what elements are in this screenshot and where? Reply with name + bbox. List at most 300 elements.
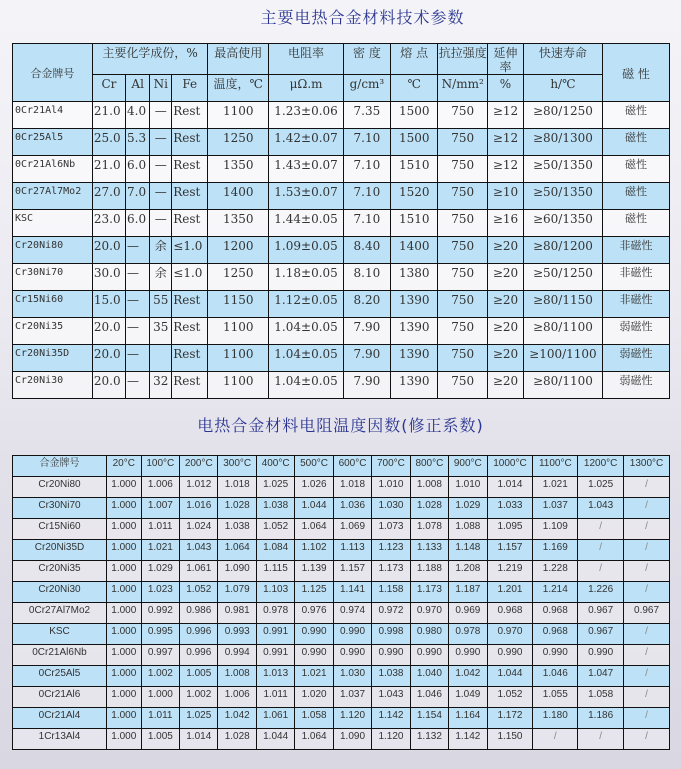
table2-header-row <box>13 456 670 477</box>
cell-factor: 1.046 <box>533 666 578 687</box>
cell-fe: Rest <box>172 183 208 210</box>
cell-factor: 1.173 <box>410 582 448 603</box>
cell-factor: 1.000 <box>107 519 142 540</box>
header-temperature: 700°C <box>372 456 410 477</box>
table2-row <box>13 519 670 540</box>
cell-ni <box>150 345 172 372</box>
cell-alloy: Cr15Ni60 <box>13 291 93 318</box>
header-elongation-unit: % <box>488 75 524 102</box>
cell-factor: 1.018 <box>333 477 371 498</box>
cell-factor: 1.044 <box>295 498 333 519</box>
cell-factor: 1.113 <box>333 540 371 561</box>
header-elongation: 延伸率 <box>488 44 524 75</box>
cell-tensile: 750 <box>438 210 488 237</box>
cell-fe: Rest <box>172 210 208 237</box>
cell-factor: 1.061 <box>256 708 294 729</box>
cell-factor: 1.133 <box>410 540 448 561</box>
cell-factor: 0.998 <box>372 624 410 645</box>
header-max-temp: 最高使用 <box>208 44 269 75</box>
cell-factor: 1.046 <box>410 687 448 708</box>
table2-title: 电热合金材料电阻温度因数(修正系数) <box>197 416 484 435</box>
table2-row <box>13 582 670 603</box>
cell-factor: 0.990 <box>295 624 333 645</box>
cell-factor: 1.020 <box>295 687 333 708</box>
cell-factor: 1.042 <box>449 666 487 687</box>
cell-factor: / <box>624 708 670 729</box>
cell-elongation: ≥20 <box>488 264 524 291</box>
cell-melting: 1400 <box>391 237 438 264</box>
cell-factor: 1.188 <box>410 561 448 582</box>
cell-factor: 0.990 <box>578 645 624 666</box>
cell-factor: 1.064 <box>218 540 256 561</box>
cell-factor: 1.043 <box>180 540 218 561</box>
cell-elongation: ≥20 <box>488 237 524 264</box>
header-temperature: 100°C <box>141 456 179 477</box>
cell-alloy: Cr20Ni30 <box>13 582 107 603</box>
cell-resistivity: 1.44±0.05 <box>269 210 343 237</box>
cell-al: — <box>126 264 150 291</box>
cell-factor: 1.084 <box>256 540 294 561</box>
header-temperature: 1100°C <box>533 456 578 477</box>
cell-tensile: 750 <box>438 264 488 291</box>
cell-factor: 1.102 <box>295 540 333 561</box>
cell-max-temp: 1200 <box>208 237 269 264</box>
cell-factor: 1.148 <box>449 540 487 561</box>
cell-al: — <box>126 372 150 399</box>
cell-factor: 1.000 <box>107 498 142 519</box>
cell-density: 7.35 <box>343 102 390 129</box>
header-temperature: 400°C <box>256 456 294 477</box>
cell-elongation: ≥20 <box>488 291 524 318</box>
cell-factor: 1.038 <box>372 666 410 687</box>
cell-ni: 余 <box>150 237 172 264</box>
cell-al: — <box>126 318 150 345</box>
header-life: 快速寿命 <box>523 44 602 75</box>
cell-factor: 1.013 <box>256 666 294 687</box>
cell-factor: 1.016 <box>180 498 218 519</box>
cell-factor: 1.219 <box>487 561 533 582</box>
cell-al: 4.0 <box>126 102 150 129</box>
cell-max-temp: 1150 <box>208 291 269 318</box>
cell-factor: 1.028 <box>218 729 256 750</box>
cell-factor: 0.994 <box>218 645 256 666</box>
table2-row <box>13 540 670 561</box>
cell-alloy: Cr20Ni35D <box>13 345 93 372</box>
cell-factor: 1.141 <box>333 582 371 603</box>
cell-factor: / <box>624 666 670 687</box>
cell-melting: 1390 <box>391 345 438 372</box>
cell-factor: 1.025 <box>578 477 624 498</box>
header-al: Al <box>126 75 150 102</box>
cell-ni: 余 <box>150 264 172 291</box>
header-temperature: 1200°C <box>578 456 624 477</box>
cell-factor: 1.115 <box>256 561 294 582</box>
cell-al: 5.3 <box>126 129 150 156</box>
cell-ni: — <box>150 102 172 129</box>
cell-factor: 1.037 <box>333 687 371 708</box>
cell-factor: 1.120 <box>333 708 371 729</box>
cell-density: 7.90 <box>343 345 390 372</box>
table2-row <box>13 603 670 624</box>
cell-alloy: 0Cr27Al7Mo2 <box>13 183 93 210</box>
cell-factor: 0.969 <box>449 603 487 624</box>
cell-density: 7.10 <box>343 156 390 183</box>
cell-factor: 1.008 <box>218 666 256 687</box>
cell-elongation: ≥20 <box>488 372 524 399</box>
cell-density: 7.90 <box>343 318 390 345</box>
header-alloy: 合金牌号 <box>13 44 93 102</box>
cell-factor: 1.005 <box>180 666 218 687</box>
cell-alloy: Cr20Ni80 <box>13 237 93 264</box>
cell-factor: 0.991 <box>256 645 294 666</box>
cell-elongation: ≥12 <box>488 156 524 183</box>
cell-factor: 0.986 <box>180 603 218 624</box>
table2-row <box>13 624 670 645</box>
cell-alloy: 0Cr21Al4 <box>13 102 93 129</box>
header-alloy: 合金牌号 <box>13 456 107 477</box>
cell-cr: 21.0 <box>92 102 125 129</box>
cell-factor: / <box>624 477 670 498</box>
cell-factor: 1.037 <box>533 498 578 519</box>
cell-factor: / <box>624 645 670 666</box>
cell-cr: 20.0 <box>92 237 125 264</box>
cell-tensile: 750 <box>438 345 488 372</box>
header-tensile-unit: N/mm² <box>438 75 488 102</box>
cell-factor: 0.990 <box>487 645 533 666</box>
cell-elongation: ≥16 <box>488 210 524 237</box>
header-temperature: 20°C <box>107 456 142 477</box>
cell-fe: Rest <box>172 372 208 399</box>
cell-factor: 1.125 <box>295 582 333 603</box>
cell-factor: 1.058 <box>578 687 624 708</box>
cell-factor: 0.968 <box>533 624 578 645</box>
cell-factor: 1.040 <box>410 666 448 687</box>
cell-life: ≥80/1300 <box>523 129 602 156</box>
cell-density: 8.40 <box>343 237 390 264</box>
cell-alloy: KSC <box>13 624 107 645</box>
cell-factor: 0.991 <box>256 624 294 645</box>
cell-alloy: 0Cr21Al4 <box>13 708 107 729</box>
header-temperature: 1000°C <box>487 456 533 477</box>
header-composition: 主要化学成份，% <box>92 44 207 75</box>
cell-cr: 25.0 <box>92 129 125 156</box>
cell-alloy: Cr20Ni80 <box>13 477 107 498</box>
cell-factor: 0.997 <box>141 645 179 666</box>
table2-row <box>13 666 670 687</box>
table2-row <box>13 498 670 519</box>
cell-magnetic: 磁性 <box>602 129 669 156</box>
cell-factor: 1.007 <box>141 498 179 519</box>
cell-cr: 23.0 <box>92 210 125 237</box>
alloy-specs-table <box>12 43 670 399</box>
table2-row <box>13 561 670 582</box>
cell-factor: 1.038 <box>256 498 294 519</box>
header-resistivity-unit: μΩ.m <box>269 75 343 102</box>
cell-resistivity: 1.09±0.05 <box>269 237 343 264</box>
cell-density: 7.10 <box>343 210 390 237</box>
cell-factor: 0.968 <box>487 603 533 624</box>
cell-factor: 1.000 <box>107 561 142 582</box>
cell-factor: 1.201 <box>487 582 533 603</box>
table1-row <box>13 102 670 129</box>
table1-row <box>13 183 670 210</box>
cell-cr: 21.0 <box>92 156 125 183</box>
cell-factor: 1.030 <box>372 498 410 519</box>
header-temperature: 1300°C <box>624 456 670 477</box>
cell-max-temp: 1100 <box>208 372 269 399</box>
cell-max-temp: 1250 <box>208 129 269 156</box>
cell-resistivity: 1.18±0.05 <box>269 264 343 291</box>
table2-row <box>13 645 670 666</box>
cell-factor: / <box>624 519 670 540</box>
cell-life: ≥80/1100 <box>523 372 602 399</box>
cell-magnetic: 非磁性 <box>602 291 669 318</box>
cell-magnetic: 磁性 <box>602 210 669 237</box>
cell-factor: 0.990 <box>449 645 487 666</box>
cell-factor: 1.006 <box>218 687 256 708</box>
header-melting: 熔 点 <box>391 44 438 75</box>
table2-row <box>13 729 670 750</box>
cell-factor: 0.990 <box>295 645 333 666</box>
cell-factor: 0.972 <box>372 603 410 624</box>
cell-factor: 1.010 <box>449 477 487 498</box>
cell-alloy: 0Cr21Al6Nb <box>13 156 93 183</box>
cell-factor: 1.036 <box>333 498 371 519</box>
header-temperature: 200°C <box>180 456 218 477</box>
cell-tensile: 750 <box>438 183 488 210</box>
cell-life: ≥80/1200 <box>523 237 602 264</box>
cell-factor: / <box>578 519 624 540</box>
cell-al: 6.0 <box>126 156 150 183</box>
cell-magnetic: 磁性 <box>602 156 669 183</box>
cell-factor: 0.976 <box>295 603 333 624</box>
header-density: 密 度 <box>343 44 390 75</box>
cell-life: ≥80/1150 <box>523 291 602 318</box>
cell-factor: 0.967 <box>624 603 670 624</box>
cell-life: ≥100/1100 <box>523 345 602 372</box>
cell-tensile: 750 <box>438 156 488 183</box>
cell-life: ≥50/1350 <box>523 183 602 210</box>
cell-factor: 0.990 <box>410 645 448 666</box>
cell-factor: 1.000 <box>107 666 142 687</box>
cell-factor: / <box>578 561 624 582</box>
header-resistivity: 电阻率 <box>269 44 343 75</box>
cell-al: — <box>126 237 150 264</box>
cell-elongation: ≥10 <box>488 183 524 210</box>
cell-factor: 1.150 <box>487 729 533 750</box>
cell-max-temp: 1250 <box>208 264 269 291</box>
cell-factor: 1.043 <box>578 498 624 519</box>
cell-factor: 1.002 <box>141 666 179 687</box>
header-density-unit: g/cm³ <box>343 75 390 102</box>
cell-factor: 1.028 <box>410 498 448 519</box>
cell-cr: 20.0 <box>92 318 125 345</box>
cell-al: — <box>126 345 150 372</box>
cell-factor: 1.157 <box>487 540 533 561</box>
cell-factor: 1.157 <box>333 561 371 582</box>
cell-resistivity: 1.42±0.07 <box>269 129 343 156</box>
header-temperature: 800°C <box>410 456 448 477</box>
cell-factor: 1.061 <box>180 561 218 582</box>
cell-factor: 1.214 <box>533 582 578 603</box>
cell-factor: 1.120 <box>372 729 410 750</box>
cell-alloy: Cr30Ni70 <box>13 498 107 519</box>
table1-row <box>13 129 670 156</box>
cell-factor: / <box>578 540 624 561</box>
cell-factor: 0.967 <box>578 603 624 624</box>
cell-fe: Rest <box>172 318 208 345</box>
cell-tensile: 750 <box>438 237 488 264</box>
cell-melting: 1390 <box>391 318 438 345</box>
cell-factor: 1.000 <box>107 603 142 624</box>
cell-factor: 1.090 <box>333 729 371 750</box>
cell-alloy: Cr20Ni30 <box>13 372 93 399</box>
table2-row <box>13 708 670 729</box>
cell-melting: 1390 <box>391 372 438 399</box>
cell-factor: 0.990 <box>533 645 578 666</box>
cell-magnetic: 磁性 <box>602 102 669 129</box>
cell-alloy: 0Cr25Al5 <box>13 129 93 156</box>
cell-alloy: 0Cr25Al5 <box>13 666 107 687</box>
cell-fe: Rest <box>172 291 208 318</box>
cell-resistivity: 1.04±0.05 <box>269 318 343 345</box>
cell-factor: 1.103 <box>256 582 294 603</box>
cell-factor: 1.123 <box>372 540 410 561</box>
cell-melting: 1520 <box>391 183 438 210</box>
cell-factor: 0.981 <box>218 603 256 624</box>
table1-row <box>13 318 670 345</box>
cell-factor: / <box>624 540 670 561</box>
cell-factor: 1.038 <box>218 519 256 540</box>
cell-factor: 0.980 <box>410 624 448 645</box>
cell-factor: 1.088 <box>449 519 487 540</box>
cell-melting: 1380 <box>391 264 438 291</box>
cell-factor: 1.029 <box>141 561 179 582</box>
cell-factor: 1.173 <box>372 561 410 582</box>
cell-elongation: ≥20 <box>488 345 524 372</box>
cell-fe: Rest <box>172 156 208 183</box>
cell-factor: 1.023 <box>141 582 179 603</box>
header-melting-unit: ℃ <box>391 75 438 102</box>
cell-elongation: ≥12 <box>488 129 524 156</box>
cell-al: 7.0 <box>126 183 150 210</box>
cell-density: 8.10 <box>343 264 390 291</box>
cell-factor: 1.000 <box>107 708 142 729</box>
cell-factor: 1.000 <box>107 477 142 498</box>
cell-factor: 1.064 <box>295 519 333 540</box>
cell-al: 6.0 <box>126 210 150 237</box>
cell-factor: 0.970 <box>487 624 533 645</box>
table1-row <box>13 210 670 237</box>
cell-factor: 1.011 <box>141 708 179 729</box>
header-temperature: 500°C <box>295 456 333 477</box>
cell-magnetic: 磁性 <box>602 183 669 210</box>
cell-density: 8.20 <box>343 291 390 318</box>
table1-row <box>13 264 670 291</box>
cell-factor: 1.033 <box>487 498 533 519</box>
cell-factor: 1.069 <box>333 519 371 540</box>
cell-factor: 1.042 <box>218 708 256 729</box>
cell-factor: 1.025 <box>256 477 294 498</box>
table1-title: 主要电热合金材料技术参数 <box>260 8 465 27</box>
cell-life: ≥50/1250 <box>523 264 602 291</box>
cell-factor: / <box>624 624 670 645</box>
cell-resistivity: 1.53±0.07 <box>269 183 343 210</box>
cell-alloy: Cr20Ni35 <box>13 561 107 582</box>
cell-factor: 1.000 <box>107 729 142 750</box>
cell-ni: 35 <box>150 318 172 345</box>
cell-factor: 1.226 <box>578 582 624 603</box>
cell-factor: 0.990 <box>372 645 410 666</box>
table1-row <box>13 291 670 318</box>
header-temperature: 300°C <box>218 456 256 477</box>
cell-factor: 0.992 <box>141 603 179 624</box>
cell-tensile: 750 <box>438 318 488 345</box>
cell-cr: 20.0 <box>92 345 125 372</box>
header-fe: Fe <box>172 75 208 102</box>
cell-factor: / <box>624 729 670 750</box>
cell-elongation: ≥20 <box>488 318 524 345</box>
cell-factor: 1.000 <box>107 582 142 603</box>
cell-tensile: 750 <box>438 129 488 156</box>
cell-factor: 1.006 <box>141 477 179 498</box>
cell-factor: 1.049 <box>449 687 487 708</box>
cell-factor: 1.052 <box>487 687 533 708</box>
table1-row <box>13 372 670 399</box>
cell-factor: 0.978 <box>256 603 294 624</box>
cell-factor: 1.187 <box>449 582 487 603</box>
cell-factor: 1.044 <box>487 666 533 687</box>
cell-factor: 1.090 <box>218 561 256 582</box>
cell-factor: 1.132 <box>410 729 448 750</box>
table1-header-row-2 <box>13 75 670 102</box>
cell-factor: 0.970 <box>410 603 448 624</box>
cell-alloy: 0Cr27Al7Mo2 <box>13 603 107 624</box>
cell-factor: 1.228 <box>533 561 578 582</box>
cell-factor: 0.978 <box>449 624 487 645</box>
header-life-unit: h/℃ <box>523 75 602 102</box>
cell-resistivity: 1.04±0.05 <box>269 372 343 399</box>
cell-factor: 1.030 <box>333 666 371 687</box>
header-ni: Ni <box>150 75 172 102</box>
cell-factor: 0.996 <box>180 645 218 666</box>
header-tensile: 抗拉强度 <box>438 44 488 75</box>
header-temperature: 600°C <box>333 456 371 477</box>
cell-factor: 1.000 <box>141 687 179 708</box>
cell-factor: 1.000 <box>107 687 142 708</box>
cell-factor: 1.158 <box>372 582 410 603</box>
cell-factor: 1.055 <box>533 687 578 708</box>
cell-life: ≥80/1250 <box>523 102 602 129</box>
cell-factor: 0.967 <box>578 624 624 645</box>
table2-row <box>13 687 670 708</box>
cell-factor: 0.993 <box>218 624 256 645</box>
cell-fe: Rest <box>172 345 208 372</box>
cell-max-temp: 1350 <box>208 156 269 183</box>
cell-resistivity: 1.12±0.05 <box>269 291 343 318</box>
cell-factor: / <box>624 561 670 582</box>
cell-max-temp: 1100 <box>208 345 269 372</box>
cell-fe: Rest <box>172 102 208 129</box>
cell-factor: / <box>533 729 578 750</box>
header-temperature: 900°C <box>449 456 487 477</box>
cell-factor: / <box>578 729 624 750</box>
cell-life: ≥60/1350 <box>523 210 602 237</box>
cell-magnetic: 弱磁性 <box>602 372 669 399</box>
cell-fe: Rest <box>172 129 208 156</box>
cell-tensile: 750 <box>438 102 488 129</box>
cell-density: 7.10 <box>343 129 390 156</box>
